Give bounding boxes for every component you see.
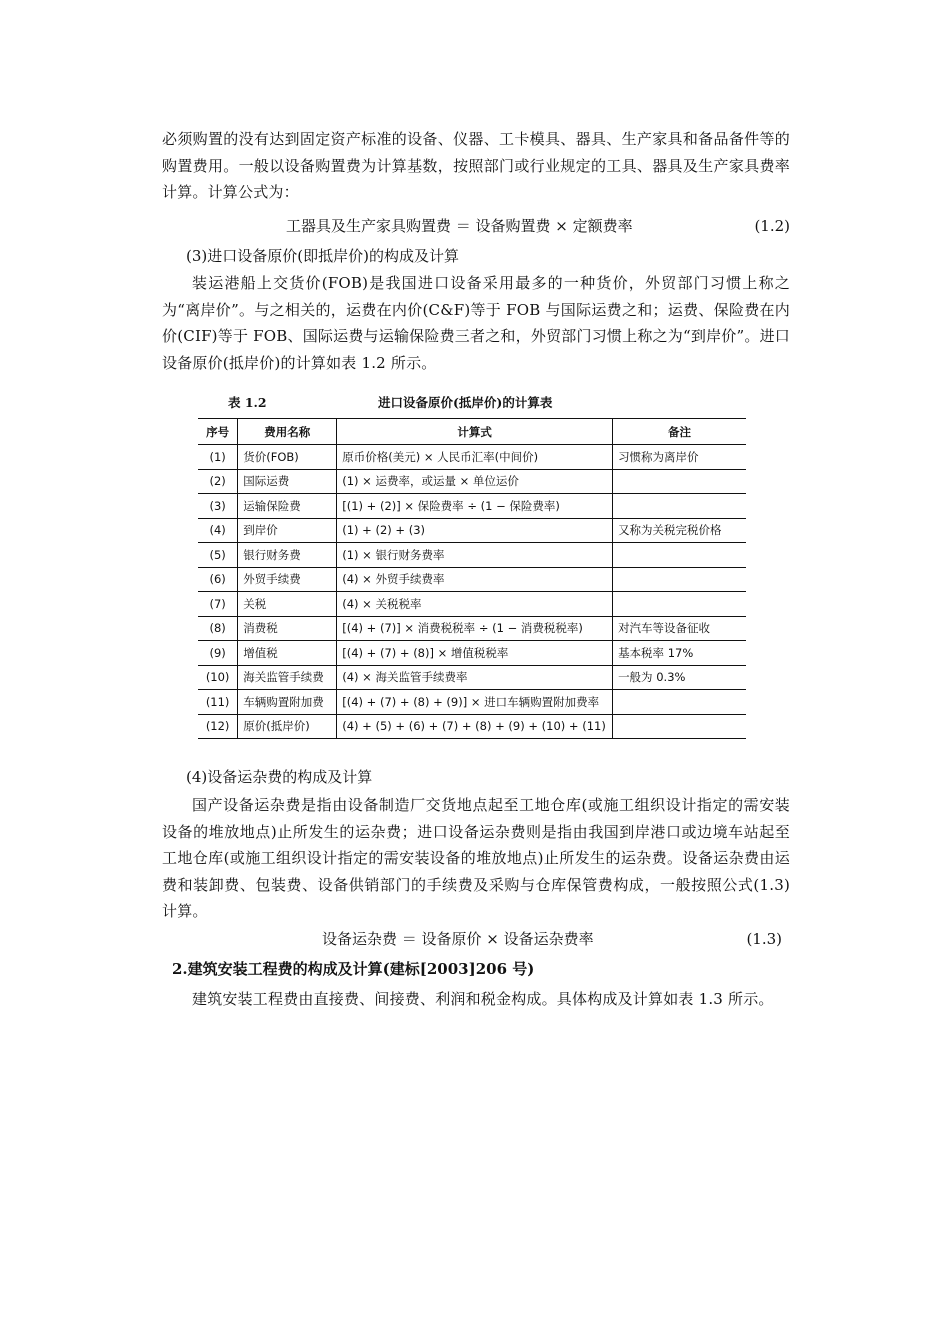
row-note: 习惯称为离岸价 (613, 445, 746, 470)
row-name: 海关监管手续费 (238, 665, 337, 690)
row-note (613, 494, 746, 519)
row-no: (1) (198, 445, 238, 470)
table-row (198, 567, 746, 592)
row-no: (12) (198, 714, 238, 739)
section-2-paragraph: 建筑安装工程费由直接费、间接费、利润和税金构成。具体构成及计算如表 1.3 所示。 (192, 990, 774, 1008)
row-no: (4) (198, 518, 238, 543)
table-row (198, 714, 746, 739)
row-name: 增值税 (238, 641, 337, 666)
table-row (198, 494, 746, 519)
intro-paragraph: 必须购置的没有达到固定资产标准的设备、仪器、工卡模具、器具、生产家具和备品备件等的购置费用。一般以设备购置费为计算基数，按照部门或行业规定的工具、器具及生产家具费率计算。计算公式为： (162, 130, 790, 201)
row-formula: (4) × 关税税率 (337, 592, 613, 617)
header-note: 备注 (613, 419, 746, 445)
table-row (198, 592, 746, 617)
row-name: 货价(FOB) (238, 445, 337, 470)
row-name: 银行财务费 (238, 543, 337, 568)
row-no: (2) (198, 469, 238, 494)
row-formula: (1) × 银行财务费率 (337, 543, 613, 568)
row-formula: [(4) + (7)] × 消费税税率 ÷ (1 − 消费税税率) (337, 616, 613, 641)
section-4-paragraph: 国产设备运杂费是指由设备制造厂交货地点起至工地仓库(或施工组织设计指定的需安装设备的堆放地点)止所发生的运杂费；进口设备运杂费则是指由我国到岸港口或边境车站起至工地仓库(或施工组织设计指定的需安装设备的堆放地点)止所发生的运杂费。设备运杂费由运费和装卸费、包装费、设备供销部门的手续费及采购与仓库保管费构成，一般按照公式(1.3)计算。 (162, 796, 790, 920)
formula-1-3-text: 设备运杂费 ＝ 设备原价 × 设备运杂费率 (322, 930, 594, 948)
row-name: 车辆购置附加费 (238, 690, 337, 715)
row-note (613, 543, 746, 568)
row-formula: (1) × 运费率，或运量 × 单位运价 (337, 469, 613, 494)
row-formula: [(4) + (7) + (8)] × 增值税税率 (337, 641, 613, 666)
row-name: 运输保险费 (238, 494, 337, 519)
row-name: 到岸价 (238, 518, 337, 543)
table-label: 表 1.2 (228, 395, 267, 410)
row-no: (7) (198, 592, 238, 617)
cost-table (198, 418, 746, 739)
row-note (613, 714, 746, 739)
row-formula: (1) + (2) + (3) (337, 518, 613, 543)
row-note (613, 567, 746, 592)
row-name: 消费税 (238, 616, 337, 641)
section-3-heading: (3)进口设备原价(即抵岸价)的构成及计算 (186, 247, 459, 265)
row-name: 外贸手续费 (238, 567, 337, 592)
row-note (613, 592, 746, 617)
row-note (613, 469, 746, 494)
row-no: (10) (198, 665, 238, 690)
row-no: (3) (198, 494, 238, 519)
row-no: (5) (198, 543, 238, 568)
row-name: 原价(抵岸价) (238, 714, 337, 739)
formula-1-3 (162, 926, 782, 952)
row-formula: [(4) + (7) + (8) + (9)] × 进口车辆购置附加费率 (337, 690, 613, 715)
section-4-heading: (4)设备运杂费的构成及计算 (186, 768, 373, 786)
row-formula: (4) + (5) + (6) + (7) + (8) + (9) + (10) + (11) (337, 714, 613, 739)
formula-1-2-text: 工器具及生产家具购置费 ＝ 设备购置费 × 定额费率 (286, 217, 633, 235)
row-note: 又称为关税完税价格 (613, 518, 746, 543)
table-row (198, 690, 746, 715)
section-2-heading: 2.建筑安装工程费的构成及计算(建标[2003]206 号) (172, 960, 535, 978)
header-no: 序号 (198, 419, 238, 445)
row-formula: 原币价格(美元) × 人民币汇率(中间价) (337, 445, 613, 470)
table-row (198, 543, 746, 568)
table-row (198, 616, 746, 641)
row-no: (9) (198, 641, 238, 666)
table-row (198, 641, 746, 666)
row-name: 关税 (238, 592, 337, 617)
row-note: 基本税率 17% (613, 641, 746, 666)
formula-1-2 (162, 213, 790, 239)
table-row (198, 518, 746, 543)
header-formula: 计算式 (337, 419, 613, 445)
table-row (198, 469, 746, 494)
row-formula: [(1) + (2)] × 保险费率 ÷ (1 − 保险费率) (337, 494, 613, 519)
table-header-row (198, 419, 746, 445)
table-row (198, 665, 746, 690)
table-title: 进口设备原价(抵岸价)的计算表 (378, 395, 553, 410)
table-row (198, 445, 746, 470)
formula-1-2-number: (1.2) (754, 217, 790, 235)
row-no: (11) (198, 690, 238, 715)
row-no: (8) (198, 616, 238, 641)
header-name: 费用名称 (238, 419, 337, 445)
row-name: 国际运费 (238, 469, 337, 494)
row-note (613, 690, 746, 715)
row-note: 一般为 0.3% (613, 665, 746, 690)
row-note: 对汽车等设备征收 (613, 616, 746, 641)
section-3-paragraph: 装运港船上交货价(FOB)是我国进口设备采用最多的一种货价，外贸部门习惯上称之为“离岸价”。与之相关的，运费在内价(C&F)等于 FOB 与国际运费之和；运费、保险费在内价(CIF)等于 FOB、国际运费与运输保险费三者之和，外贸部门习惯上称之为“到岸价”。进口设备原价(抵岸价)的计算如表 1.2 所示。 (162, 274, 790, 372)
formula-1-3-number: (1.3) (746, 930, 782, 948)
row-no: (6) (198, 567, 238, 592)
row-formula: (4) × 外贸手续费率 (337, 567, 613, 592)
row-formula: (4) × 海关监管手续费率 (337, 665, 613, 690)
